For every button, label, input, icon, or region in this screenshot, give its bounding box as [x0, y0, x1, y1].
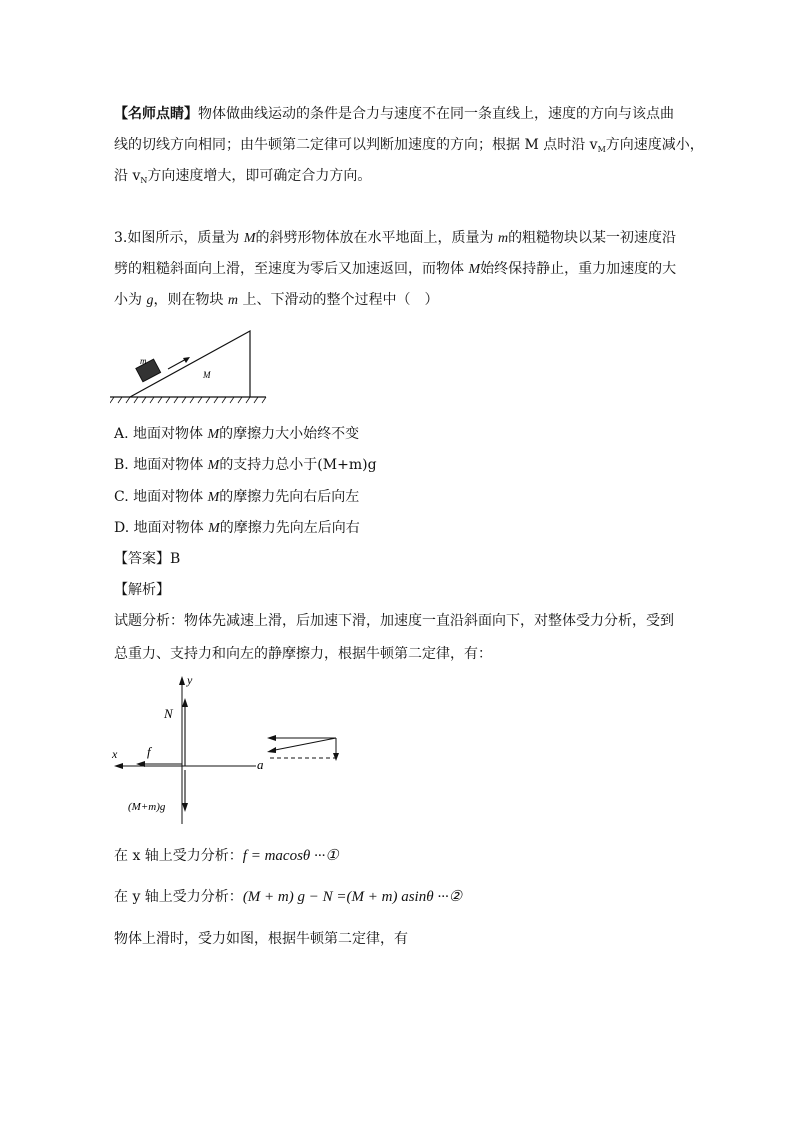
- option-b: [114, 455, 377, 476]
- var-g: g: [146, 293, 154, 308]
- tip-text-2b: 方向速度减小，: [605, 137, 704, 153]
- wedge-figure: [110, 325, 270, 410]
- wedge-label: M: [203, 370, 211, 380]
- acceleration-arrowhead: [267, 747, 276, 753]
- var-m: m: [497, 231, 509, 246]
- var-M: M: [243, 231, 256, 246]
- analysis-line-2: 总重力、支持力和向左的静摩擦力，根据牛顿第二定律，有：: [114, 646, 492, 662]
- var-M: M: [208, 521, 220, 536]
- option-text: B. 地面对物体: [114, 457, 208, 473]
- question-text: 小为: [114, 292, 147, 308]
- var-m: m: [227, 293, 239, 308]
- question-text: 的斜劈形物体放在水平地面上，质量为: [255, 230, 498, 246]
- var-M: M: [207, 427, 220, 442]
- question-text: 始终保持静止，重力加速度的大: [480, 261, 677, 277]
- question-text: 劈的粗糙斜面向上滑，至速度为零后又加速返回，而物体: [114, 261, 469, 277]
- tip-text-3a: 沿 v: [114, 168, 141, 184]
- option-c: [114, 487, 359, 508]
- option-text: 的摩擦力先向右后向左: [219, 489, 360, 505]
- question-text: ，则在物块: [153, 292, 228, 308]
- var-M: M: [207, 458, 220, 473]
- question-line-3: [114, 290, 438, 311]
- accel-component-h-arrowhead: [267, 735, 276, 741]
- a-label: a: [257, 757, 264, 772]
- option-text: 的支持力总小于(M+m)g: [219, 457, 377, 473]
- equation-2: [114, 887, 462, 907]
- option-text: A. 地面对物体: [114, 426, 208, 442]
- block-label: m: [140, 356, 147, 366]
- acceleration-vector: [270, 738, 336, 751]
- tip-line-1: [114, 104, 674, 124]
- question-text: 3.如图所示，质量为: [114, 230, 244, 246]
- last-line: 物体上滑时，受力如图，根据牛顿第二定律，有: [114, 931, 408, 947]
- y-label: y: [187, 673, 193, 687]
- x-label: x: [112, 747, 118, 761]
- option-d: [114, 518, 360, 539]
- x-axis-arrowhead: [114, 763, 123, 769]
- tip-line-2: [114, 135, 704, 160]
- answer: 【答案】B: [114, 551, 181, 567]
- equation-text: 在 y 轴上受力分析：: [114, 889, 243, 905]
- force-diagram: [110, 672, 350, 830]
- var-M: M: [207, 490, 220, 505]
- option-text: 的摩擦力大小始终不变: [219, 426, 360, 442]
- option-a: [114, 424, 359, 445]
- accel-component-v-arrowhead: [333, 753, 339, 761]
- y-axis-arrowhead: [179, 676, 185, 685]
- tip-label: 【名师点睛】: [114, 106, 198, 122]
- analysis-label: 【解析】: [114, 582, 170, 598]
- question-text: 上、下滑动的整个过程中（ ）: [238, 292, 439, 308]
- option-text: C. 地面对物体: [114, 489, 208, 505]
- option-text: 的摩擦力先向左后向右: [219, 520, 360, 536]
- analysis-line-1: 试题分析：物体先减速上滑，后加速下滑，加速度一直沿斜面向下，对整体受力分析，受到: [114, 613, 674, 629]
- normal-force-arrowhead: [182, 698, 188, 707]
- tip-sub-n: N: [140, 176, 148, 185]
- equation-text: 在 x 轴上受力分析：: [114, 848, 243, 864]
- tip-text-3b: 方向速度增大，即可确定合力方向。: [147, 168, 372, 184]
- n-label: N: [164, 706, 173, 721]
- tip-text-2a: 线的切线方向相同；由牛顿第二定律可以判断加速度的方向；根据 M 点时沿 v: [114, 137, 598, 153]
- var-M: M: [468, 262, 481, 277]
- tip-text-1: 物体做曲线运动的条件是合力与速度不在同一条直线上，速度的方向与该点曲: [198, 106, 674, 122]
- question-text: 的粗糙物块以某一初速度沿: [508, 230, 677, 246]
- equation-formula: f = macosθ ···①: [242, 848, 339, 864]
- equation-1: [114, 846, 339, 866]
- question-line-2: [114, 259, 676, 280]
- weight-label: (M+m)g: [128, 801, 166, 813]
- weight-arrowhead: [182, 803, 188, 812]
- ground-hatch: [110, 397, 266, 403]
- option-text: D. 地面对物体: [114, 520, 209, 536]
- f-label: f: [147, 744, 151, 759]
- equation-formula: (M + m) g − N =(M + m) asinθ ···②: [242, 889, 463, 905]
- tip-line-3: [114, 166, 371, 191]
- question-line-1: [114, 228, 676, 249]
- tip-sub-m: M: [597, 145, 606, 154]
